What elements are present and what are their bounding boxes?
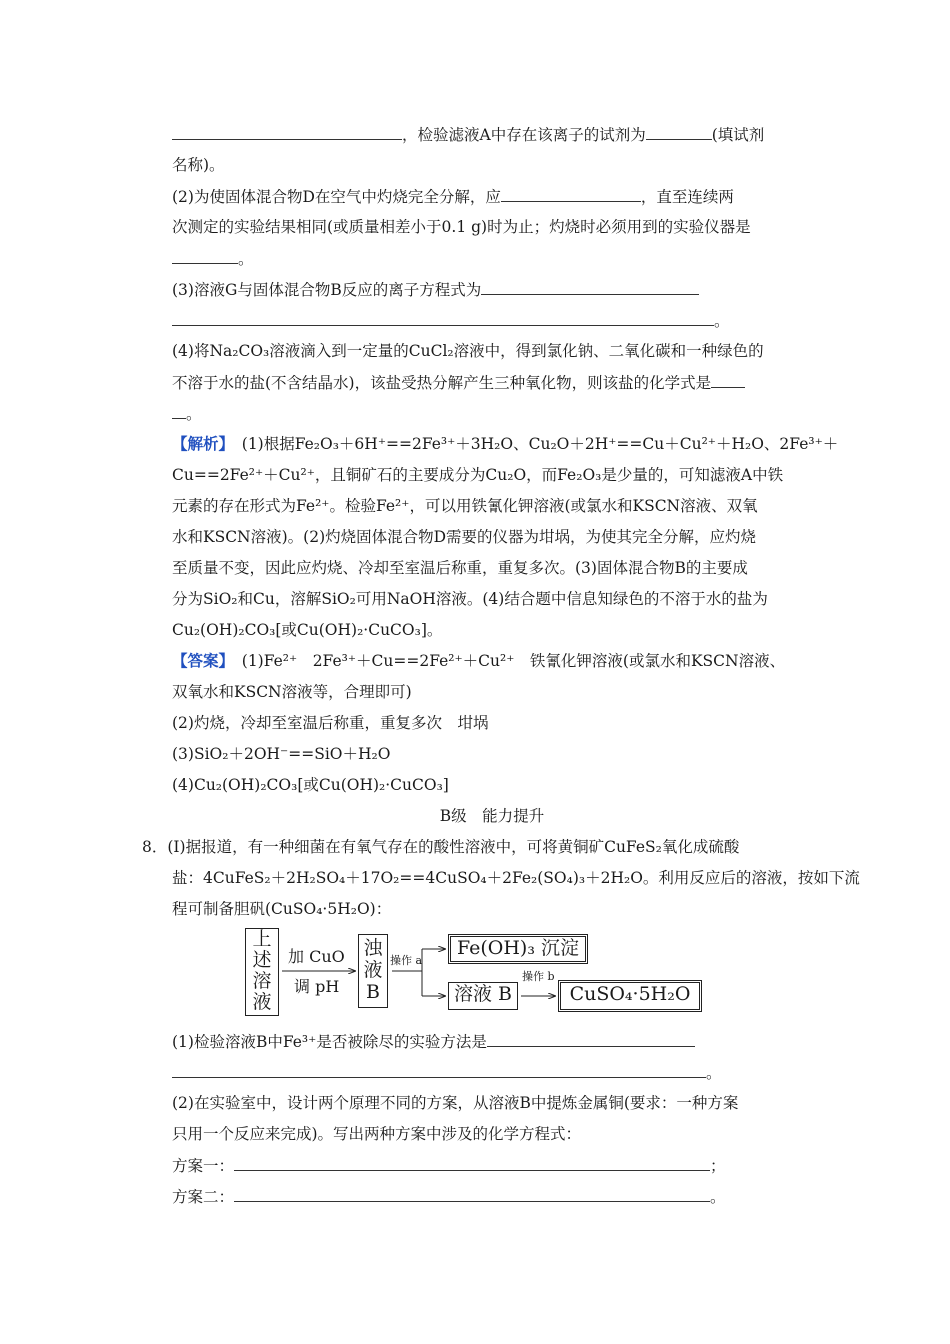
answer-blank <box>481 279 699 295</box>
answer-blank <box>501 186 641 202</box>
text-line-l21 <box>172 744 812 764</box>
text-run: 双氧水和KSCN溶液等，合理即可) <box>172 683 412 701</box>
text-line-l28 <box>172 1062 812 1083</box>
product-box-label: CuSO₄·5H₂O <box>569 983 691 1005</box>
text-run: (3)溶液G与固体混合物B反应的离子方程式为 <box>172 281 482 299</box>
text-run: 。 <box>710 1188 726 1206</box>
flow-arrows <box>242 922 712 1022</box>
text-run: (1)根据Fe₂O₃＋6H⁺==2Fe³⁺＋3H₂O、Cu₂O＋2H⁺==Cu＋Cu²⁺＋H₂O、2Fe³⁺＋ <box>226 435 839 453</box>
text-line-l32 <box>172 1186 812 1207</box>
text-line-l2 <box>172 155 812 175</box>
answer-blank <box>646 124 712 140</box>
answer-blank <box>172 1062 706 1078</box>
text-line-l26 <box>172 899 812 919</box>
answer-blank <box>172 403 186 419</box>
text-line-l25 <box>172 868 860 888</box>
text-line-l8 <box>172 341 812 361</box>
text-run: ，检验滤液A中存在该离子的试剂为 <box>402 126 646 144</box>
add-reagent-label: 加 CuO <box>288 947 345 966</box>
text-line-l14 <box>172 527 812 547</box>
text-run: (2)灼烧，冷却至室温后称重，重复多次 坩埚 <box>172 714 489 732</box>
text-run: Cu==2Fe²⁺＋Cu²⁺，且铜矿石的主要成分为Cu₂O，而Fe₂O₃是少量的，可知滤液A中铁 <box>172 466 784 484</box>
text-run: 8．(Ⅰ)据报道，有一种细菌在有氧气存在的酸性溶液中，可将黄铜矿CuFeS₂氧化成硫酸 <box>142 838 740 856</box>
text-line-l17 <box>172 620 812 640</box>
text-run: ，直至连续两 <box>640 188 734 206</box>
answer-blank <box>487 1031 695 1047</box>
text-run: 不溶于水的盐(不含结晶水)，该盐受热分解产生三种氧化物，则该盐的化学式是 <box>172 374 712 392</box>
text-line-l20 <box>172 713 812 733</box>
adjust-label: 调 pH <box>294 977 340 996</box>
text-line-l31 <box>172 1155 812 1176</box>
text-line-l11 <box>172 434 839 454</box>
text-line-l12 <box>172 465 812 485</box>
answer-blank <box>234 1186 710 1202</box>
section-tag: 【解析】 <box>172 434 227 453</box>
text-line-l19 <box>172 682 812 702</box>
text-line-l18 <box>172 651 812 671</box>
text-line-l24 <box>142 837 782 857</box>
text-line-l29 <box>172 1093 812 1113</box>
text-run: (2)为使固体混合物D在空气中灼烧完全分解，应 <box>172 188 501 206</box>
text-line-l3 <box>172 186 812 207</box>
section-tag: 【答案】 <box>172 651 227 670</box>
text-run: 至质量不变，因此应灼烧、冷却至室温后称重，重复多次。(3)固体混合物B的主要成 <box>172 559 748 577</box>
text-run: 。 <box>186 405 202 423</box>
text-line-l27 <box>172 1031 812 1052</box>
answer-blank <box>172 248 238 264</box>
text-run: 盐：4CuFeS₂＋2H₂SO₄＋17O₂==4CuSO₄＋2Fe₂(SO₄)₃＋2H₂O。利用反应后的溶液，按如下流 <box>172 869 860 887</box>
op-a-label: 操作 a <box>390 954 423 967</box>
text-line-l6 <box>172 279 812 300</box>
text-line-l13 <box>172 496 812 516</box>
solution-box-label: 溶液 B <box>453 983 512 1005</box>
text-run: ； <box>710 1157 726 1175</box>
text-run: 。 <box>238 250 254 268</box>
text-run: Cu₂(OH)₂CO₃[或Cu(OH)₂·CuCO₃]。 <box>172 621 443 639</box>
text-run: 元素的存在形式为Fe²⁺。检验Fe²⁺，可以用铁氰化钾溶液(或氯水和KSCN溶液、双氧 <box>172 497 758 515</box>
text-run: 分为SiO₂和Cu，溶解SiO₂可用NaOH溶液。(4)结合题中信息知绿色的不溶于水的盐为 <box>172 590 768 608</box>
text-line-l16 <box>172 589 812 609</box>
answer-blank <box>711 372 745 388</box>
answer-blank <box>172 310 714 326</box>
text-run: (3)SiO₂＋2OH⁻==SiO＋H₂O <box>172 745 391 763</box>
text-run: 。 <box>706 1064 722 1082</box>
text-run: 名称)。 <box>172 156 225 174</box>
text-run: (1)Fe²⁺ 2Fe³⁺＋Cu==2Fe²⁺＋Cu²⁺ 铁氰化钾溶液(或氯水和KSCN溶液、 <box>226 652 786 670</box>
text-run: (填试剂 <box>711 126 765 144</box>
mid-box-label: 浊液B <box>363 937 383 1003</box>
text-run: (2)在实验室中，设计两个原理不同的方案，从溶液B中提炼金属铜(要求：一种方案 <box>172 1094 739 1112</box>
answer-blank <box>234 1155 710 1171</box>
precipitate-box-label: Fe(OH)₃ 沉淀 <box>456 937 580 959</box>
text-run: 方案一： <box>172 1157 235 1175</box>
text-run: (1)检验溶液B中Fe³⁺是否被除尽的实验方法是 <box>172 1033 487 1051</box>
text-run: B级 能力提升 <box>439 807 545 825</box>
flow-diagram <box>242 922 712 1022</box>
text-run: (4)将Na₂CO₃溶液滴入到一定量的CuCl₂溶液中，得到氯化钠、二氧化碳和一种绿色的 <box>172 342 764 360</box>
text-line-l10 <box>172 403 812 424</box>
text-line-l23 <box>172 806 812 826</box>
text-line-l5 <box>172 248 812 269</box>
text-run: 次测定的实验结果相同(或质量相差小于0.1 g)时为止；灼烧时必须用到的实验仪器是 <box>172 218 751 236</box>
text-line-l15 <box>172 558 812 578</box>
op-b-label: 操作 b <box>522 970 555 983</box>
text-run: 程可制备胆矾(CuSO₄·5H₂O)： <box>172 900 392 918</box>
text-line-l30 <box>172 1124 812 1144</box>
text-line-l9 <box>172 372 812 393</box>
text-line-l22 <box>172 775 812 795</box>
text-line-l1 <box>172 124 812 145</box>
text-run: 。 <box>714 312 730 330</box>
text-line-l7 <box>172 310 812 331</box>
start-box-label: 上述溶液 <box>252 928 272 1013</box>
text-run: (4)Cu₂(OH)₂CO₃[或Cu(OH)₂·CuCO₃] <box>172 776 449 794</box>
text-run: 方案二： <box>172 1188 235 1206</box>
text-run: 水和KSCN溶液)。(2)灼烧固体混合物D需要的仪器为坩埚，为使其完全分解，应灼烧 <box>172 528 757 546</box>
answer-blank <box>172 124 402 140</box>
text-run: 只用一个反应来完成)。写出两种方案中涉及的化学方程式： <box>172 1125 582 1143</box>
text-line-l4 <box>172 217 812 237</box>
